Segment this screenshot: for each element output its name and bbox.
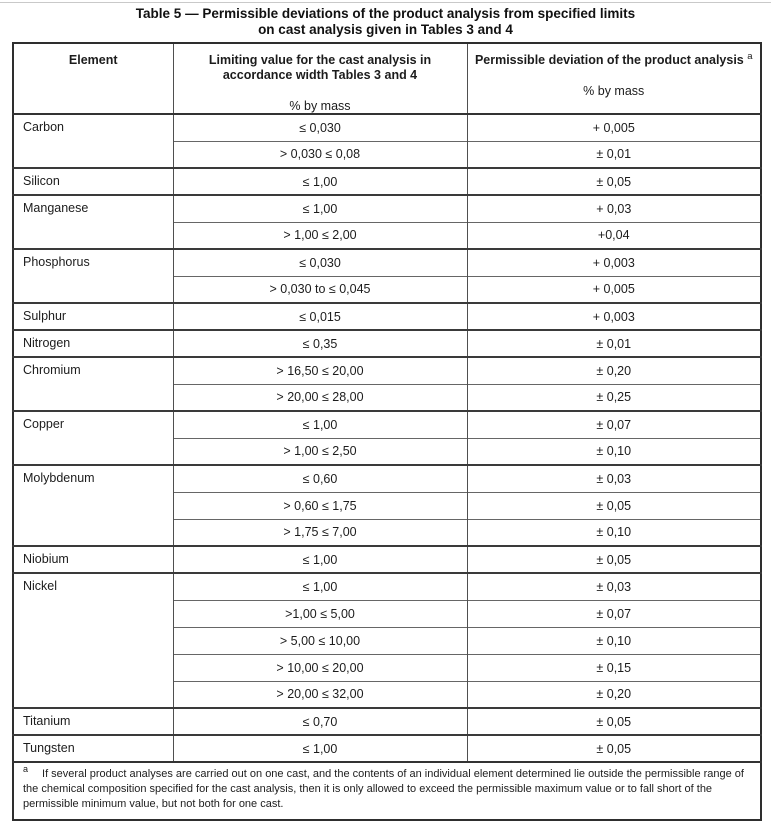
- header-limiting-value: [173, 43, 467, 114]
- header-row: [13, 43, 761, 114]
- footnote-row: [13, 762, 761, 820]
- footnote-cell: [13, 762, 761, 820]
- deviation-cell: + 0,003: [467, 303, 761, 330]
- deviation-cell: + 0,003: [467, 249, 761, 276]
- table-row: [13, 573, 761, 600]
- deviation-cell: + 0,03: [467, 195, 761, 222]
- limit-cell: > 20,00 ≤ 32,00: [173, 681, 467, 708]
- limit-cell: ≤ 1,00: [173, 573, 467, 600]
- header-element-label: Element: [68, 53, 118, 67]
- header-deviation-unit: % by mass: [583, 84, 645, 98]
- table-row: [13, 195, 761, 222]
- table-row: [13, 546, 761, 573]
- limit-cell: > 1,00 ≤ 2,50: [173, 438, 467, 465]
- header-deviation-label: [474, 50, 753, 68]
- limit-cell: > 1,75 ≤ 7,00: [173, 519, 467, 546]
- element-cell: Chromium: [13, 357, 173, 411]
- deviation-cell: ± 0,01: [467, 330, 761, 357]
- deviation-cell: ± 0,20: [467, 681, 761, 708]
- deviation-cell: + 0,005: [467, 276, 761, 303]
- limit-cell: > 0,60 ≤ 1,75: [173, 492, 467, 519]
- element-cell: Niobium: [13, 546, 173, 573]
- limit-cell: ≤ 1,00: [173, 546, 467, 573]
- limit-cell: > 16,50 ≤ 20,00: [173, 357, 467, 384]
- limit-cell: > 5,00 ≤ 10,00: [173, 627, 467, 654]
- limit-cell: ≤ 1,00: [173, 168, 467, 195]
- table-row: [13, 168, 761, 195]
- limit-cell: > 0,030 ≤ 0,08: [173, 141, 467, 168]
- table-row: [13, 357, 761, 384]
- deviation-cell: + 0,005: [467, 114, 761, 141]
- limit-cell: ≤ 0,70: [173, 708, 467, 735]
- deviation-cell: ± 0,07: [467, 600, 761, 627]
- limit-cell: > 20,00 ≤ 28,00: [173, 384, 467, 411]
- deviation-cell: ± 0,05: [467, 546, 761, 573]
- deviation-cell: ± 0,01: [467, 141, 761, 168]
- element-cell: Titanium: [13, 708, 173, 735]
- limit-cell: > 0,030 to ≤ 0,045: [173, 276, 467, 303]
- deviation-cell: ± 0,20: [467, 357, 761, 384]
- limit-cell: ≤ 1,00: [173, 735, 467, 762]
- header-limiting-label: Limiting value for the cast analysis in accordance width Tables 3 and 4: [208, 53, 432, 82]
- deviation-cell: +0,04: [467, 222, 761, 249]
- limit-cell: ≤ 0,030: [173, 114, 467, 141]
- limit-cell: > 1,00 ≤ 2,00: [173, 222, 467, 249]
- element-cell: Tungsten: [13, 735, 173, 762]
- element-cell: Sulphur: [13, 303, 173, 330]
- limit-cell: > 10,00 ≤ 20,00: [173, 654, 467, 681]
- limit-cell: ≤ 0,35: [173, 330, 467, 357]
- page-top-edge: [0, 2, 771, 3]
- header-deviation-text: Permissible deviation of the product analysis: [474, 53, 744, 67]
- deviation-cell: ± 0,03: [467, 465, 761, 492]
- table-row: [13, 735, 761, 762]
- table-row: [13, 330, 761, 357]
- deviation-cell: ± 0,10: [467, 627, 761, 654]
- table-row: [13, 249, 761, 276]
- table-row: [13, 708, 761, 735]
- deviation-cell: ± 0,05: [467, 708, 761, 735]
- footnote-text: If several product analyses are carried out on one cast, and the contents of an individual element determined lie outside the permissible range of the chemical composition specified for the cast analysis, then it is only allowed to exceed the permissible maximum value or to fall short of the permissible minimum value, but not both for one cast.: [23, 768, 744, 810]
- deviation-cell: ± 0,25: [467, 384, 761, 411]
- element-cell: Copper: [13, 411, 173, 465]
- header-deviation-footnote-ref: a: [747, 50, 753, 62]
- element-cell: Silicon: [13, 168, 173, 195]
- deviation-cell: ± 0,03: [467, 573, 761, 600]
- table-title-line2: on cast analysis given in Tables 3 and 4: [258, 22, 513, 37]
- limit-cell: ≤ 1,00: [173, 411, 467, 438]
- deviation-cell: ± 0,05: [467, 735, 761, 762]
- table-row: [13, 465, 761, 492]
- deviation-cell: ± 0,10: [467, 438, 761, 465]
- element-cell: Phosphorus: [13, 249, 173, 303]
- table-title: [0, 0, 771, 38]
- header-permissible-deviation: [467, 43, 761, 114]
- element-cell: Manganese: [13, 195, 173, 249]
- deviation-cell: ± 0,10: [467, 519, 761, 546]
- deviation-cell: ± 0,05: [467, 168, 761, 195]
- table-row: [13, 411, 761, 438]
- header-element: [13, 43, 173, 114]
- element-cell: Nitrogen: [13, 330, 173, 357]
- limit-cell: ≤ 0,030: [173, 249, 467, 276]
- deviation-cell: ± 0,15: [467, 654, 761, 681]
- limit-cell: ≤ 0,60: [173, 465, 467, 492]
- deviation-cell: ± 0,07: [467, 411, 761, 438]
- table-footer: [13, 762, 761, 820]
- header-limiting-unit: % by mass: [289, 99, 351, 113]
- element-cell: Molybdenum: [13, 465, 173, 546]
- table-body: [13, 114, 761, 762]
- limit-cell: ≤ 1,00: [173, 195, 467, 222]
- limit-cell: >1,00 ≤ 5,00: [173, 600, 467, 627]
- element-cell: Nickel: [13, 573, 173, 708]
- table-title-line1: Table 5 — Permissible deviations of the product analysis from specified limits: [135, 6, 636, 21]
- table-row: [13, 114, 761, 141]
- footnote-marker: a: [23, 764, 29, 775]
- permissible-deviations-table: [12, 42, 762, 821]
- table-row: [13, 303, 761, 330]
- deviation-cell: ± 0,05: [467, 492, 761, 519]
- table-header: [13, 43, 761, 114]
- element-cell: Carbon: [13, 114, 173, 168]
- limit-cell: ≤ 0,015: [173, 303, 467, 330]
